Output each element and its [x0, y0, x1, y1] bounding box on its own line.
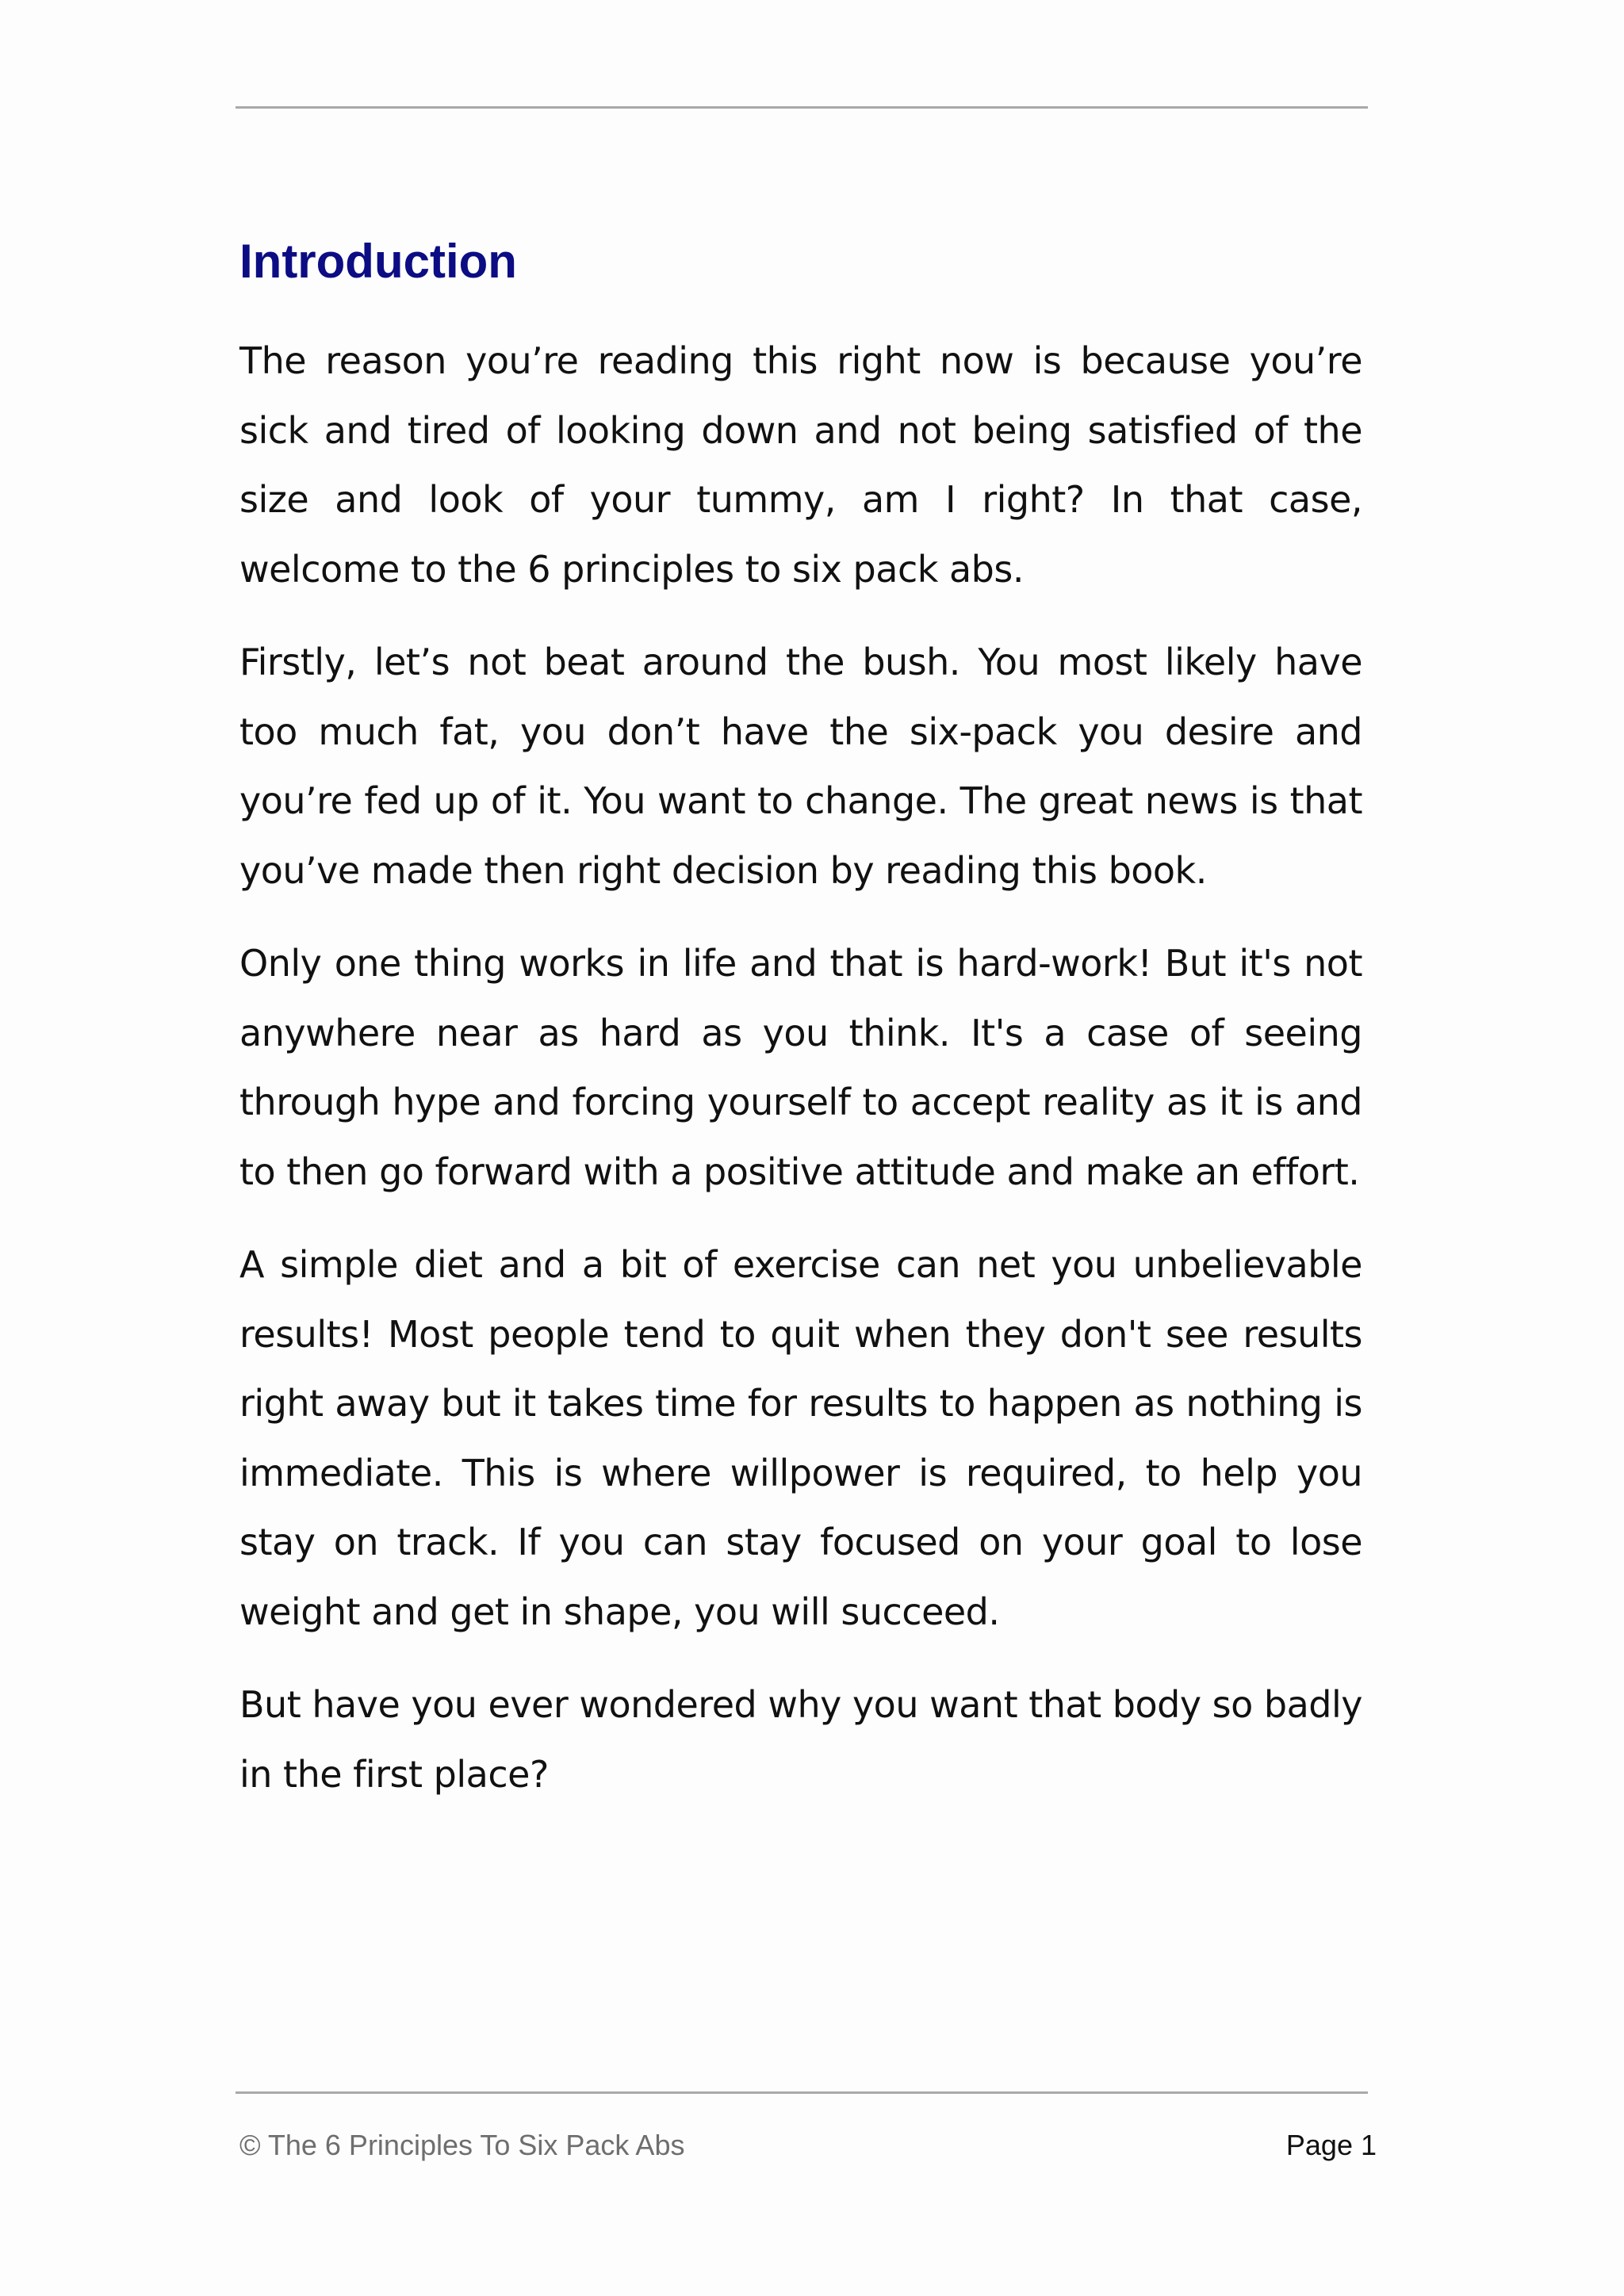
paragraph-4: A simple diet and a bit of exercise can net you unbelievable results! Most people tend to quit when they don't see results right away but it takes time for results to happen as nothing is immediate. This is where willpower is required, to help you stay on track. If you can stay focused on your goal to lose weight and get in shape, you will succeed. [239, 1243, 1362, 1633]
paragraph-3: Only one thing works in life and that is hard-work! But it's not anywhere near as hard as you think. It's a case of seeing through hype and forcing yourself to accept reality as it is and to then go forward with a positive attitude and make an effort. [239, 942, 1362, 1193]
footer-rule [236, 2091, 1368, 2094]
page-number: Page 1 [1285, 2129, 1377, 2161]
footer-copyright: © The 6 Principles To Six Pack Abs [239, 2129, 685, 2161]
section-heading: Introduction [239, 235, 517, 288]
header-rule [236, 106, 1368, 109]
page-content [239, 230, 1362, 1833]
paragraph-5: But have you ever wondered why you want that body so badly in the first place? [239, 1683, 1362, 1796]
paragraph-2: Firstly, let’s not beat around the bush. You most likely have too much fat, you don’t have the six-pack you desire and you’re fed up of it. You want to change. The great news is that you’ve made then right decision by reading this book. [239, 641, 1362, 892]
paragraph-1: The reason you’re reading this right now is because you’re sick and tired of looking down and not being satisfied of the size and look of your tummy, am I right? In that case, welcome to the 6 principles to six pack abs. [239, 339, 1362, 591]
